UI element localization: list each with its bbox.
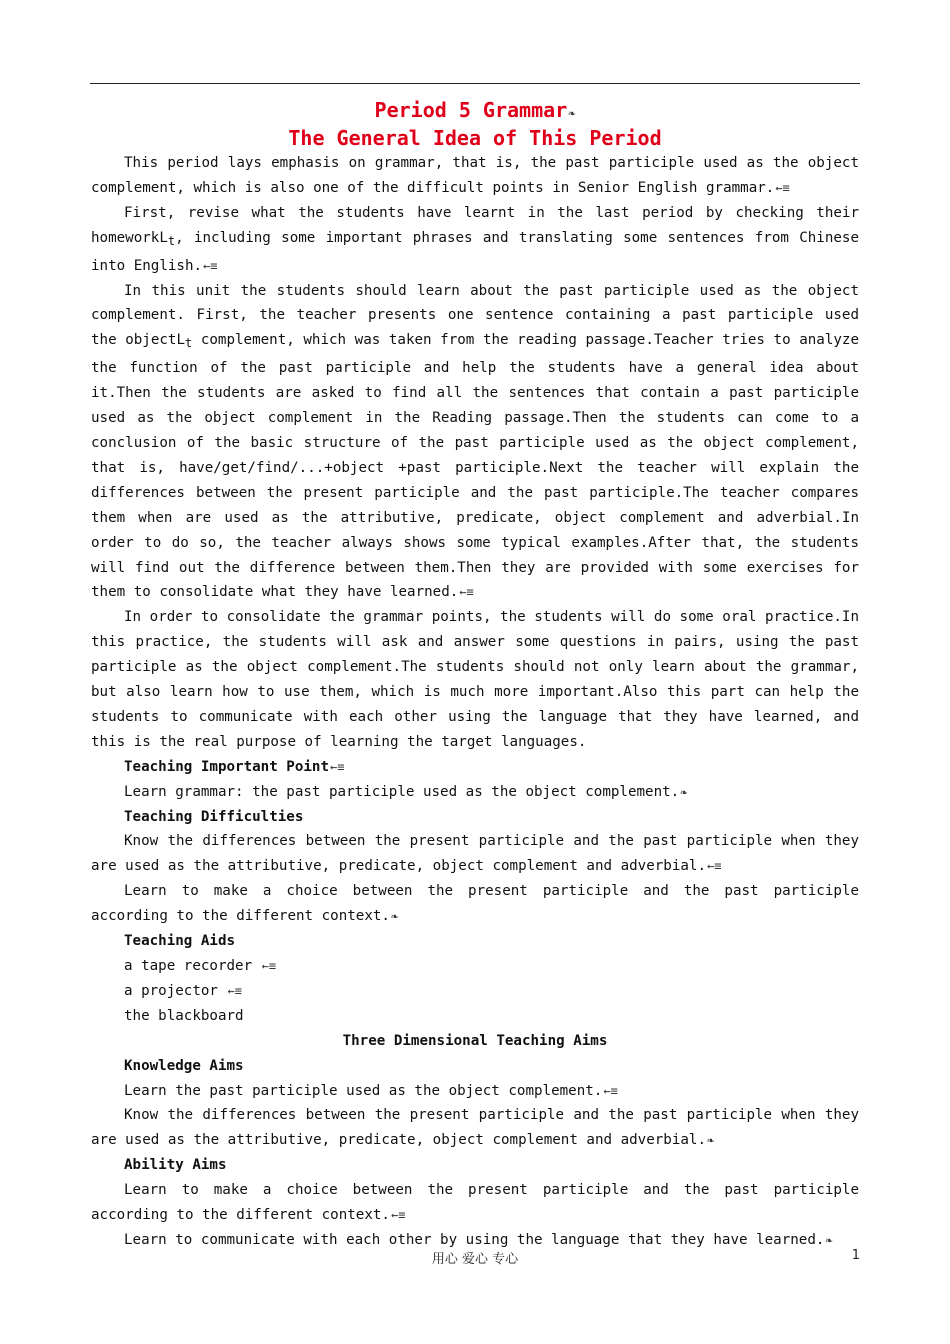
- ability-item: Learn to communicate with each other by using the language that they have learned.❧: [124, 1231, 833, 1248]
- link-mark-icon: ❧: [680, 784, 688, 799]
- garbled-glyph: $L_t$: [159, 229, 176, 248]
- document-title: Period 5 Grammar❧: [374, 98, 576, 122]
- link-mark-icon: ❧: [825, 1232, 833, 1247]
- link-mark-icon: ❧: [568, 106, 576, 120]
- header-rule: [90, 83, 860, 84]
- paragraph-mark-icon: ←≡: [203, 258, 218, 273]
- aid-item: a tape recorder ←≡: [124, 958, 277, 974]
- document-subtitle: The General Idea of This Period: [288, 126, 662, 150]
- paragraph-mark-icon: ←≡: [330, 759, 345, 774]
- ability-item: Learn to make a choice between the present participle and the past participle according to the different context.←≡: [91, 1182, 859, 1224]
- paragraph-mark-icon: ←≡: [227, 983, 242, 998]
- heading-knowledge-aims: Knowledge Aims: [124, 1057, 244, 1074]
- garbled-glyph: $L_t$: [176, 332, 193, 351]
- difficulty-item: Know the differences between the present participle and the past participle when they are used as the attributive, predicate, object complement and adverbial.←≡: [91, 833, 859, 875]
- heading-teaching-aids: Teaching Aids: [124, 933, 236, 950]
- paragraph-mark-icon: ←≡: [261, 959, 277, 973]
- link-mark-icon: ❧: [707, 1133, 715, 1148]
- heading-ability-aims: Ability Aims: [124, 1157, 227, 1174]
- heading-three-dimensional: Three Dimensional Teaching Aims: [342, 1032, 608, 1049]
- aid-item: the blackboard: [124, 1007, 244, 1024]
- paragraph-consolidate: In order to consolidate the grammar points, the students will do some oral practice.In this practice, the students will ask and answer some questions in pairs, using the past participle as the object complement.The students should not only learn about the grammar, but also learn how to use them, which is much more important.Also this part can help the students to communicate with each other using the language that they have learned, and this is the real purpose of learning the target languages.: [91, 609, 859, 750]
- link-mark-icon: ❧: [390, 909, 399, 924]
- knowledge-item: Learn the past participle used as the object complement.←≡: [124, 1082, 618, 1099]
- page-number: 1: [851, 1248, 860, 1263]
- knowledge-item: Know the differences between the present participle and the past participle when they are used as the attributive, predicate, object complement and adverbial.❧: [91, 1107, 859, 1149]
- paragraph-mark-icon: ←≡: [459, 585, 474, 600]
- paragraph-mark-icon: ←≡: [390, 1208, 406, 1223]
- footer-text: 用心 爱心 专心: [431, 1252, 519, 1267]
- document-body: [91, 98, 859, 1253]
- heading-important-point: Teaching Important Point←≡: [124, 758, 345, 775]
- difficulty-item: Learn to make a choice between the present participle and the past participle according to the different context.❧: [91, 883, 859, 925]
- paragraph-unit: In this unit the students should learn about the past participle used as the object complement. First, the teacher presents one sentence containing a past participle used the objectL$_t$ complement, which was taken from the reading passage.Teacher tries to analyze the function of the past participle and help the students have a general idea about it.Then the students are asked to find all the sentences that contain a past participle used as the object complement in the Reading passage.Then the students can come to a conclusion of the basic structure of the past participle used as the object complement, that is, have/get/find/...+object +past participle.Next the teacher will explain the differences between the present participle and the past participle.The teacher compares them when are used as the attributive, predicate, object complement and adverbial.In order to do so, the teacher always shows some typical examples.After that, the students will find out the difference between them.Then they are provided with some exercises for them to consolidate what they have learned.←≡: [91, 282, 859, 601]
- paragraph-intro: This period lays emphasis on grammar, that is, the past participle used as the object complement, which is also one of the difficult points in Senior English grammar.←≡: [91, 155, 859, 196]
- paragraph-mark-icon: ←≡: [603, 1083, 618, 1098]
- important-point-item: Learn grammar: the past participle used as the object complement.❧: [124, 783, 688, 800]
- page-footer: [0, 1248, 950, 1268]
- paragraph-first: First, revise what the students have learnt in the last period by checking their homeworkL$_t$, including some important phrases and translating some sentences from Chinese into English.←≡: [91, 204, 859, 274]
- aid-item: a projector ←≡: [124, 982, 242, 999]
- heading-difficulties: Teaching Difficulties: [124, 808, 304, 825]
- paragraph-mark-icon: ←≡: [707, 859, 722, 874]
- paragraph-mark-icon: ←≡: [775, 180, 790, 195]
